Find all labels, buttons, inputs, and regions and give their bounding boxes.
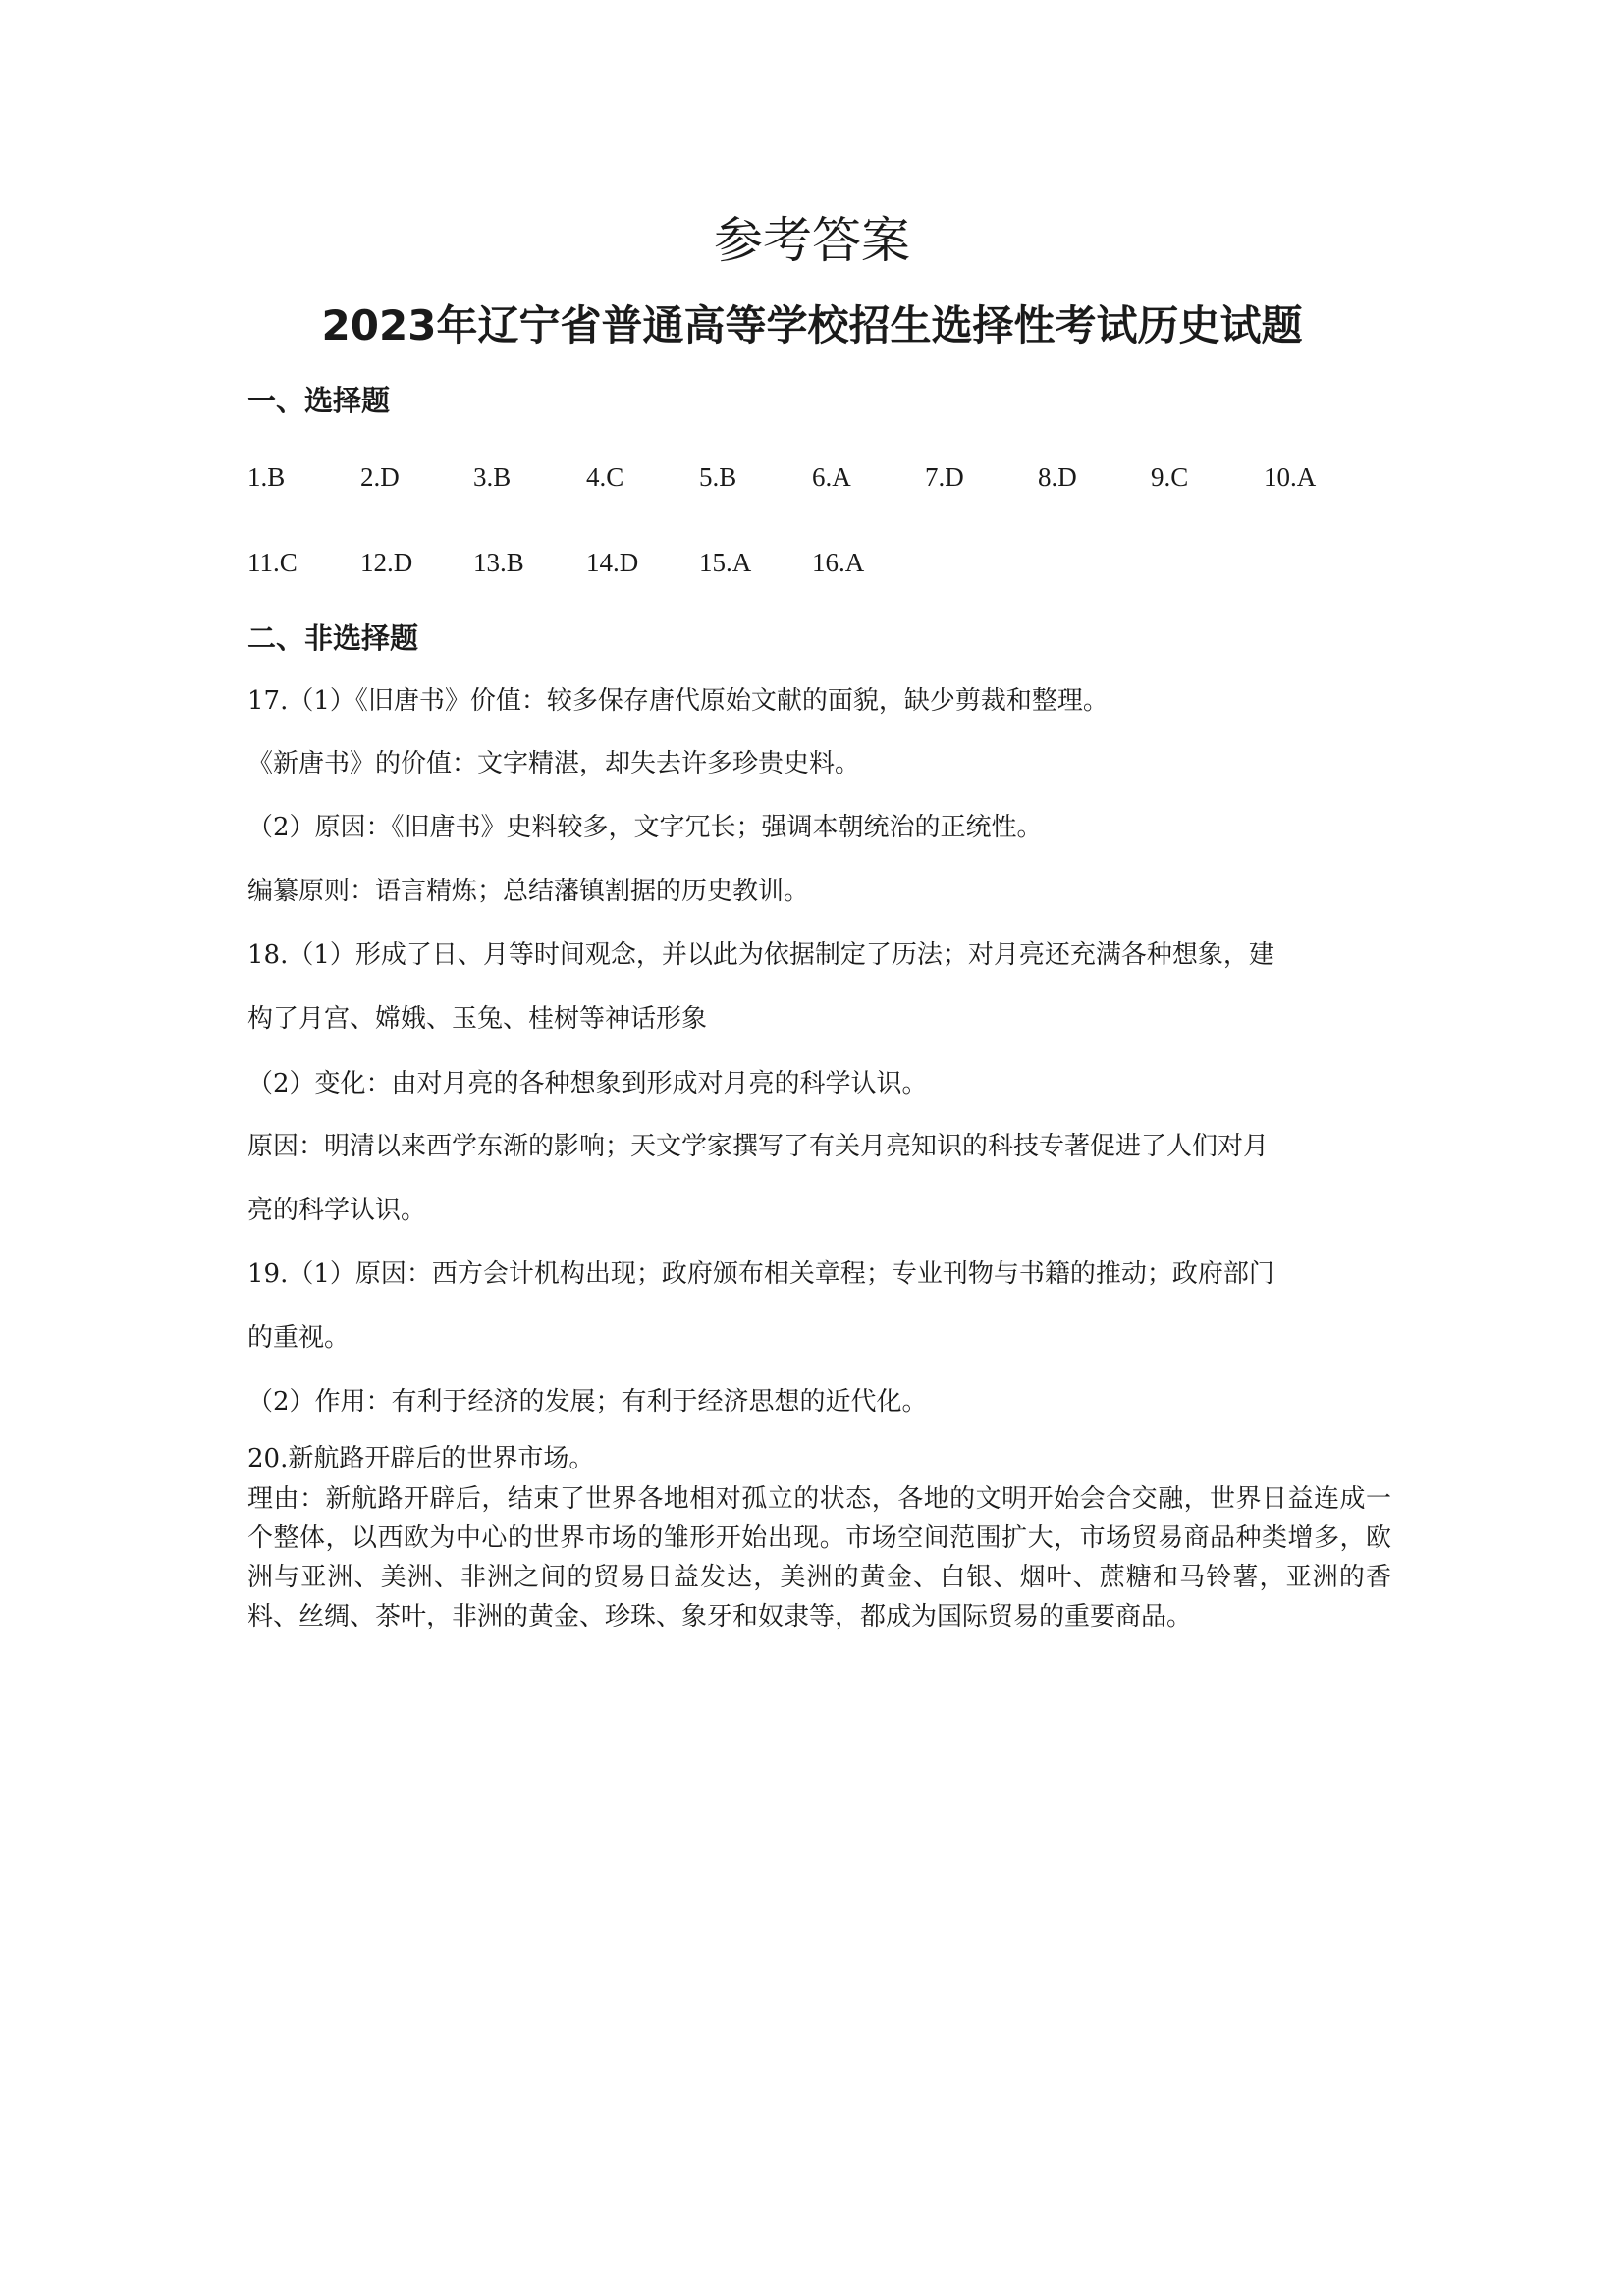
mc-answer: 15.A	[699, 548, 752, 577]
mc-answer: 11.C	[247, 548, 298, 577]
answer-line: （2）原因：《旧唐书》史料较多，文字冗长；强调本朝统治的正统性。	[247, 813, 1043, 842]
mc-answer: 5.B	[699, 462, 737, 492]
mc-answer: 14.D	[586, 548, 639, 577]
answer-paragraph-reason: 理由：新航路开辟后，结束了世界各地相对孤立的状态，各地的文明开始会合交融，世界日益连成一个整体，以西欧为中心的世界市场的雏形开始出现。市场空间范围扩大，市场贸易商品种类增多，欧洲与亚洲、美洲、非洲之间的贸易日益发达，美洲的黄金、白银、烟叶、蔗糖和马铃薯，亚洲的香料、丝绸、茶叶，非洲的黄金、珍珠、象牙和奴隶等，都成为国际贸易的重要商品。	[247, 1484, 1391, 1631]
answer-line: 《新唐书》的价值：文字精湛，却失去许多珍贵史料。	[247, 749, 861, 778]
mc-answer: 13.B	[473, 548, 524, 577]
answer-line: 的重视。	[247, 1323, 351, 1353]
exam-subtitle: 2023年辽宁省普通高等学校招生选择性考试历史试题	[321, 301, 1303, 349]
mc-answer: 7.D	[925, 462, 964, 492]
mc-answer: 1.B	[247, 462, 286, 492]
answer-line: （2）作用：有利于经济的发展；有利于经济思想的近代化。	[247, 1387, 928, 1416]
answer-line: （2）变化：由对月亮的各种想象到形成对月亮的科学认识。	[247, 1069, 928, 1098]
answer-line: 编纂原则：语言精炼；总结藩镇割据的历史教训。	[247, 877, 810, 906]
section-heading-free-response: 二、非选择题	[247, 621, 419, 655]
mc-answer: 3.B	[473, 462, 512, 492]
mc-answer: 8.D	[1038, 462, 1077, 492]
answer-line: 原因：明清以来西学东渐的影响；天文学家撰写了有关月亮知识的科技专著促进了人们对月	[247, 1132, 1270, 1161]
mc-answer: 6.A	[812, 462, 851, 492]
mc-answer: 10.A	[1264, 462, 1317, 492]
mc-answer: 4.C	[586, 462, 624, 492]
answer-line: 18.（1）形成了日、月等时间观念，并以此为依据制定了历法；对月亮还充满各种想象，建	[247, 940, 1274, 970]
answer-line: 构了月宫、嫦娥、玉兔、桂树等神话形象	[247, 1004, 708, 1034]
answer-line: 19.（1）原因：西方会计机构出现；政府颁布相关章程；专业刊物与书籍的推动；政府部门	[247, 1259, 1274, 1289]
answer-line: 亮的科学认识。	[247, 1196, 427, 1225]
mc-answer: 2.D	[360, 462, 400, 492]
answer-line: 17.（1）《旧唐书》价值：较多保存唐代原始文献的面貌，缺少剪裁和整理。	[247, 686, 1109, 716]
mc-answer: 9.C	[1151, 462, 1189, 492]
answer-line: 20.新航路开辟后的世界市场。	[247, 1444, 595, 1473]
section-heading-multiple-choice: 一、选择题	[247, 384, 391, 417]
mc-answer: 12.D	[360, 548, 413, 577]
mc-answer: 16.A	[812, 548, 865, 577]
page-title: 参考答案	[714, 212, 910, 269]
